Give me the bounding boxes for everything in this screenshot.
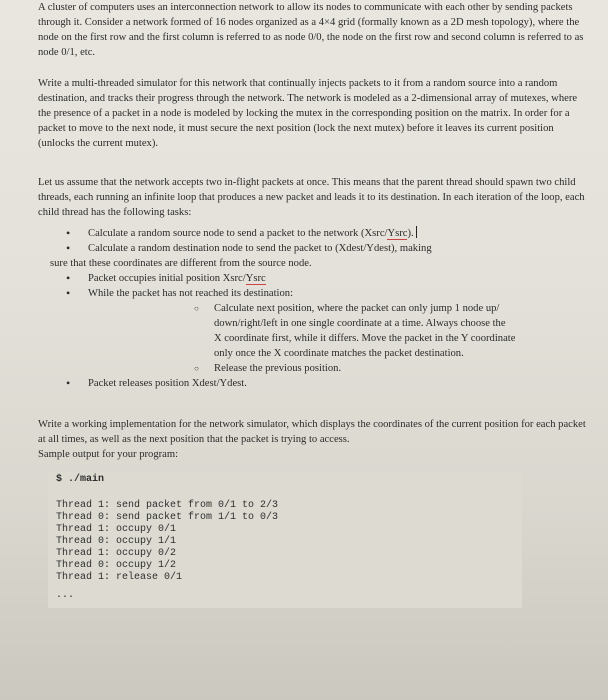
task-list bbox=[38, 226, 588, 391]
code-line: Thread 1: release 0/1 bbox=[56, 572, 183, 583]
code-line: Thread 0: occupy 1/1 bbox=[56, 536, 177, 547]
task-random-destination-cont: sure that these coordinates are different from the source node. bbox=[50, 258, 312, 269]
implementation-paragraph: Write a working implementation for the network simulator, which displays the coordinates of the current position for each packet at all times, as well as the next position that the packet is trying to access. bbox=[38, 419, 586, 445]
sample-output-code bbox=[48, 472, 522, 608]
shell-prompt: $ ./main bbox=[56, 474, 105, 485]
code-line: Thread 1: occupy 0/1 bbox=[56, 524, 177, 535]
text-cursor bbox=[416, 226, 417, 238]
task-random-destination: • Calculate a random destination node to send the packet to (Xdest/Ydest), making bbox=[38, 241, 588, 256]
task-occupy-initial: • Packet occupies initial position Xsrc/Ysrc bbox=[38, 271, 588, 286]
code-line: Thread 1: send packet from 0/1 to 2/3 bbox=[56, 500, 279, 511]
intro-paragraph: A cluster of computers uses an interconnection network to allow its nodes to communicate with each other by sending packets through it. Consider a network formed of 16 nodes organized as a 4×4 grid (formally known as a 2D mesh topology), where the node on the first row and the first column is referred to as node 0/0, the node on the first row and second column is referred to as node 0/1, etc. bbox=[38, 2, 584, 58]
code-line: Thread 0: occupy 1/2 bbox=[56, 560, 177, 571]
subtask-next-position-line2: down/right/left in one single coordinate at a time. Always choose the bbox=[214, 318, 506, 329]
selected-text: Ysrc bbox=[245, 273, 266, 284]
subtask-next-position-line3: X coordinate first, while it differs. Move the packet in the Y coordinate bbox=[214, 333, 516, 344]
subtask-release-previous: ○ Release the previous position. bbox=[38, 361, 588, 376]
task-release-destination: • Packet releases position Xdest/Ydest. bbox=[38, 376, 588, 391]
task-while-loop: • While the packet has not reached its destination: bbox=[38, 286, 588, 301]
task-random-source: • Calculate a random source node to send a packet to the network (Xsrc/Ysrc). bbox=[38, 226, 588, 241]
subtask-next-position-line4: only once the X coordinate matches the packet destination. bbox=[214, 348, 464, 359]
selected-text: Ysrc bbox=[387, 228, 408, 239]
assumption-paragraph: Let us assume that the network accepts two in-flight packets at once. This means that the parent thread should spawn two child threads, each running an infinite loop that produces a new packet and leads it to its destination. In each iteration of the loop, each child thread has the following tasks: bbox=[38, 177, 585, 218]
code-line: Thread 1: occupy 0/2 bbox=[56, 548, 177, 559]
code-ellipsis: ... bbox=[56, 590, 75, 601]
subtask-next-position: ○ Calculate next position, where the packet can only jump 1 node up/ bbox=[38, 301, 588, 316]
simulator-paragraph: Write a multi-threaded simulator for this network that continually injects packets to it from a random source into a random destination, and tracks their progress through the network. The network is modeled as a 2-dimensional array of mutexes, where the presence of a packet in a node is modeled by locking the mutex in the corresponding position on the matrix. In order for a packet to move to the next node, it must secure the next position (lock the next mutex) before it leaves its current position (unlocks the current mutex). bbox=[38, 78, 578, 149]
code-line: Thread 0: send packet from 1/1 to 0/3 bbox=[56, 512, 279, 523]
sample-output-label: Sample output for your program: bbox=[38, 449, 179, 460]
